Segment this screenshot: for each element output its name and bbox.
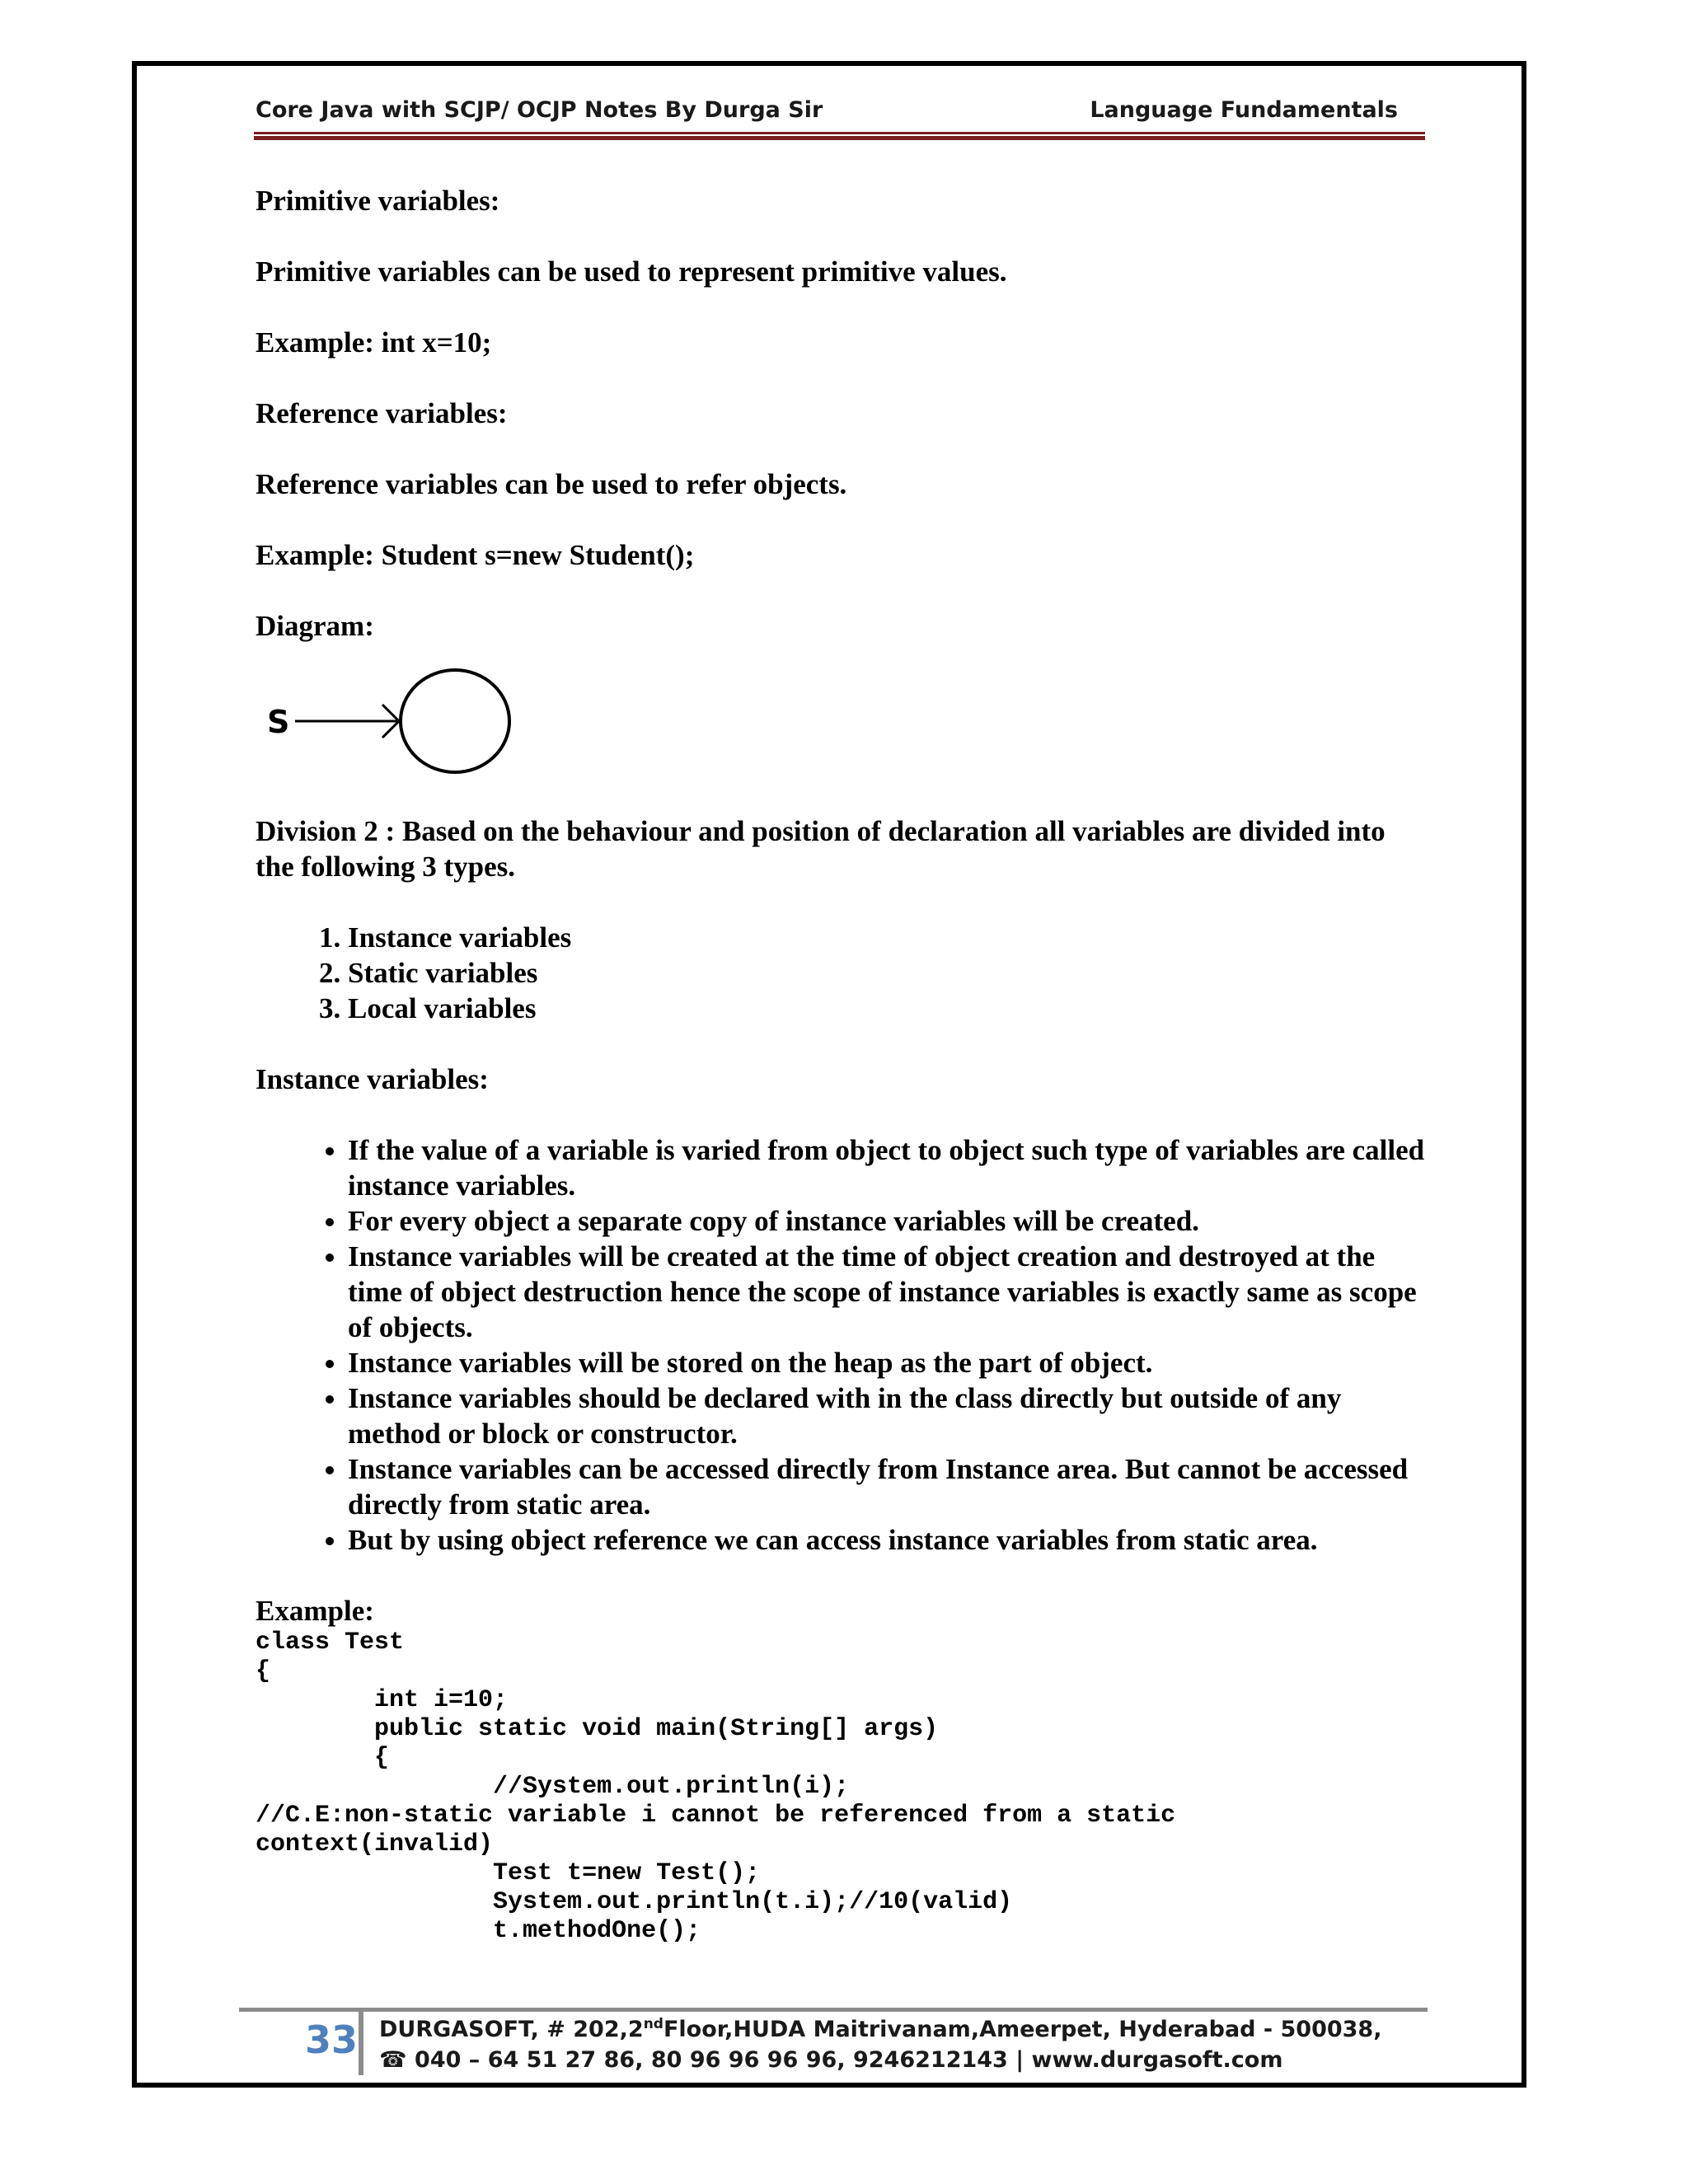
code-block xyxy=(256,1629,1426,1946)
diagram-heading: Diagram: xyxy=(256,610,374,642)
header-divider xyxy=(254,132,1425,140)
variable-types-list xyxy=(256,920,1426,1026)
code-line: //System.out.println(i); xyxy=(256,1773,850,1801)
footer-address-sup: nd xyxy=(643,2016,663,2032)
footer-vertical-divider xyxy=(359,2011,363,2075)
instance-point: • Instance variables can be accessed directly from Instance area. But cannot be accessed directly from static area. xyxy=(348,1451,1426,1522)
code-line: int i=10; xyxy=(256,1686,509,1714)
footer-contact-text: 040 – 64 51 27 86, 80 96 96 96 96, 9246212143 | www.durgasoft.com xyxy=(406,2047,1283,2073)
page-content xyxy=(256,183,1426,1946)
reference-example: Example: Student s=new Student(); xyxy=(256,539,695,571)
code-line: context(invalid) xyxy=(256,1830,494,1858)
primitive-example: Example: int x=10; xyxy=(256,326,492,359)
reference-heading: Reference variables: xyxy=(256,397,508,429)
footer-contact xyxy=(379,2047,1283,2073)
code-line: t.methodOne(); xyxy=(256,1917,701,1945)
code-line: Test t=new Test(); xyxy=(256,1859,761,1887)
instance-point: • Instance variables will be created at the time of object creation and destroyed at the time of object destruction hence the scope of instance variables is exactly same as scope of objects. xyxy=(348,1239,1426,1345)
reference-diagram xyxy=(256,662,1426,780)
code-line: System.out.println(t.i);//10(valid) xyxy=(256,1888,1013,1916)
code-line: public static void main(String[] args) xyxy=(256,1715,939,1743)
header-title: Core Java with SCJP/ OCJP Notes By Durga Sir xyxy=(256,97,823,123)
instance-point: • Instance variables will be stored on the heap as the part of object. xyxy=(348,1345,1426,1380)
division-text: Division 2 : Based on the behaviour and position of declaration all variables are divided into the following 3 types. xyxy=(256,815,1386,883)
diagram-object-circle xyxy=(401,670,509,772)
variable-type-item: 3. Local variables xyxy=(348,991,1426,1026)
primitive-heading: Primitive variables: xyxy=(256,185,500,217)
footer-address xyxy=(379,2016,1381,2042)
code-line: class Test xyxy=(256,1629,405,1657)
code-line: { xyxy=(256,1657,271,1685)
instance-points-list xyxy=(256,1132,1426,1558)
variable-type-item: 2. Static variables xyxy=(348,955,1426,991)
footer-address-pre: DURGASOFT, # 202,2 xyxy=(379,2017,644,2042)
code-line: //C.E:non-static variable i cannot be referenced from a static xyxy=(256,1802,1176,1830)
instance-point: • But by using object reference we can access instance variables from static area. xyxy=(348,1522,1426,1558)
instance-point: • If the value of a variable is varied from object to object such type of variables are called instance variables. xyxy=(348,1132,1426,1203)
instance-point: • For every object a separate copy of instance variables will be created. xyxy=(348,1203,1426,1239)
primitive-description: Primitive variables can be used to represent primitive values. xyxy=(256,255,1007,288)
instance-heading: Instance variables: xyxy=(256,1063,489,1095)
page-number: 33 xyxy=(305,2018,359,2062)
diagram-label: S xyxy=(267,704,290,740)
example-heading: Example: xyxy=(256,1595,374,1627)
code-line: { xyxy=(256,1744,390,1772)
reference-description: Reference variables can be used to refer objects. xyxy=(256,468,847,500)
footer-divider xyxy=(239,2008,1428,2012)
phone-icon: ☎ xyxy=(379,2047,407,2073)
footer-address-post: Floor,HUDA Maitrivanam,Ameerpet, Hyderabad - 500038, xyxy=(663,2017,1382,2042)
variable-type-item: 1. Instance variables xyxy=(348,920,1426,955)
header-chapter: Language Fundamentals xyxy=(1090,97,1398,123)
instance-point: • Instance variables should be declared with in the class directly but outside of any method or block or constructor. xyxy=(348,1380,1426,1451)
